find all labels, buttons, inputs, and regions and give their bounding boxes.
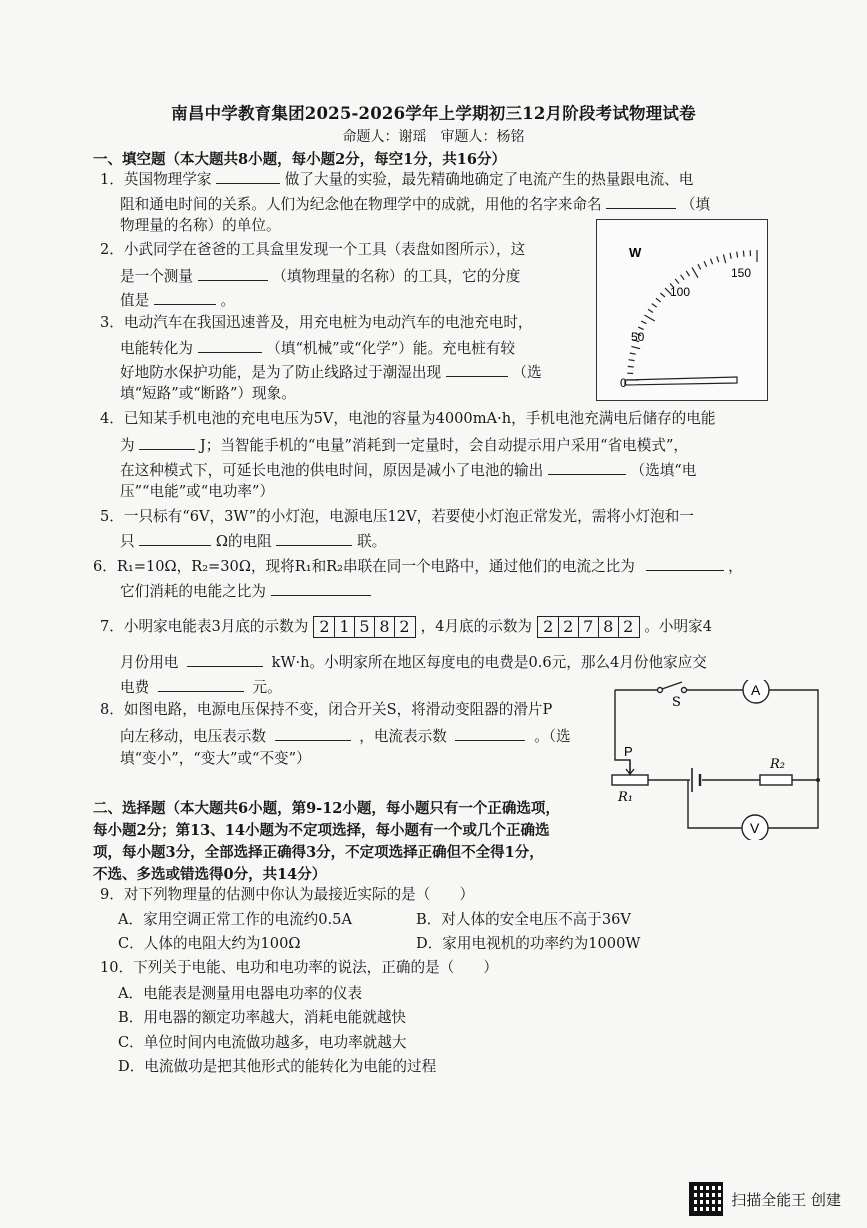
q3-text: 电能转化为 [120, 340, 193, 357]
q7-text: 月份用电 [120, 654, 179, 671]
q5-text: 联。 [357, 533, 387, 550]
dial-tick [648, 309, 653, 312]
q6-blank-1[interactable] [646, 555, 724, 571]
q7-text: kW·h。小明家所在地区每度电的电费是0.6元，那么4月份他家应交 [271, 654, 707, 671]
q7-text: 。小明家4 [644, 618, 712, 635]
q4-blank-1[interactable] [139, 434, 195, 450]
rheostat-r1 [612, 760, 648, 785]
q4-line2 [120, 434, 688, 456]
q2-line3 [120, 289, 235, 311]
ammeter [743, 680, 769, 703]
q8-line2 [120, 725, 571, 747]
q7-text: ，4月底的示数为 [420, 618, 533, 635]
dial-tick [631, 346, 640, 348]
resistor-r2 [760, 775, 792, 785]
dial-tick [730, 253, 731, 259]
meter-digit: 2 [539, 617, 559, 637]
dial-tick [641, 321, 646, 324]
q3-blank-1[interactable] [198, 337, 262, 353]
section-2-heading-line3: 项，每小题3分，全部选择正确得3分，不定项选择正确但不全得1分， [93, 844, 544, 861]
meter-digit: 1 [335, 617, 355, 637]
q3-line3 [120, 361, 542, 383]
q4-line4: 压”“电能”或“电功率”） [120, 483, 275, 500]
dial-tick [675, 279, 679, 284]
dial-tick [681, 275, 685, 280]
q7-text: 元。 [252, 679, 282, 696]
q8-text: ，电流表示数 [359, 728, 447, 745]
circuit-wires [613, 690, 818, 828]
q6-text: 6．R₁=10Ω，R₂=30Ω，现将R₁和R₂串联在同一个电路中，通过他们的电流之比为 [93, 558, 635, 575]
q4-line1: 4．已知某手机电池的充电电压为5V，电池的容量为4000mA·h，手机电池充满电后储存的电能 [100, 410, 716, 427]
dial-tick [656, 298, 661, 302]
ammeter-label: A [751, 682, 761, 698]
q9-option-a[interactable]: A．家用空调正常工作的电流约0.5A [118, 911, 353, 928]
meter-digit: 2 [623, 617, 634, 636]
q2-blank-2[interactable] [154, 289, 216, 305]
dial-tick [686, 271, 689, 276]
q2-blank-1[interactable] [198, 265, 268, 281]
dial-tick [652, 304, 657, 308]
meter-digit: 2 [559, 617, 579, 637]
q3-text: 好地防水保护功能，是为了防止线路过于潮湿出现 [120, 364, 442, 381]
dial-tick [723, 254, 725, 263]
q7-line2 [120, 651, 707, 673]
q3-line1: 3．电动汽车在我国迅速普及，用充电桩为电动汽车的电池充电时， [100, 314, 533, 331]
wattmeter-dial-graphic [597, 220, 767, 400]
meter-tick-label: 100 [670, 285, 691, 299]
meter-digit: 5 [355, 617, 375, 637]
q3-line4: 填“短路”或“断路”）现象。 [120, 385, 296, 402]
q1-text: （填 [680, 196, 711, 213]
dial-tick [710, 259, 712, 265]
battery [692, 768, 700, 792]
dial-tick [628, 366, 634, 367]
q1-line2 [120, 193, 710, 215]
q5-text: 只 [120, 533, 135, 550]
q2-text: 是一个测量 [120, 268, 193, 285]
q8-line1: 8．如图电路，电源电压保持不变，闭合开关S，将滑动变阻器的滑片P [100, 701, 553, 718]
q7-blank-1[interactable] [187, 651, 263, 667]
dial-tick [704, 261, 707, 267]
q2-text: 值是 [120, 292, 150, 309]
dial-tick [629, 360, 635, 361]
meter-needle [625, 377, 737, 385]
meter-reading-march [313, 616, 416, 638]
dial-tick [692, 267, 698, 277]
q10-stem: 10．下列关于电能、电功和电功率的说法，正确的是（ ） [100, 959, 499, 976]
q7-blank-2[interactable] [158, 676, 244, 692]
meter-digit: 8 [375, 617, 395, 637]
section-1-heading: 一、填空题（本大题共8小题，每小题2分，每空1分，共16分） [93, 151, 506, 168]
exam-title: 南昌中学教育集团2025-2026学年上学期初三12月阶段考试物理试卷 [171, 104, 696, 123]
section-2-heading-line1: 二、选择题（本大题共6小题，第9-12小题，每小题只有一个正确选项， [93, 800, 560, 817]
q8-text: 。（选 [534, 728, 571, 745]
q10-option-c[interactable]: C．单位时间内电流做功越多，电功率就越大 [118, 1034, 407, 1051]
junction-dot [816, 778, 820, 782]
exam-authors: 命题人：谢瑶 审题人：杨铭 [342, 129, 525, 145]
q4-text: 在这种模式下，可延长电池的供电时间，原因是减小了电池的输出 [120, 462, 544, 479]
meter-digit: 2 [399, 617, 410, 636]
q9-option-b[interactable]: B．对人体的安全电压不高于36V [416, 911, 631, 928]
q9-option-c[interactable]: C．人体的电阻大约为100Ω [118, 935, 301, 952]
dial-tick [698, 264, 701, 269]
switch-label: S [672, 695, 681, 710]
q1-text: 做了大量的实验，最先精确地确定了电流产生的热量跟电流、电 [284, 171, 694, 188]
q8-blank-2[interactable] [455, 725, 525, 741]
meter-digit: 2 [315, 617, 335, 637]
meter-tick-label: 0 [620, 376, 627, 390]
meter-digit: 8 [599, 617, 619, 637]
q5-blank-1[interactable] [139, 530, 211, 546]
watermark-text: 扫描全能王 创建 [731, 1190, 841, 1209]
q2-text: 。 [220, 292, 236, 309]
qr-code-icon [689, 1182, 723, 1216]
q2-line2 [120, 265, 520, 287]
q1-line3: 物理量的名称）的单位。 [120, 217, 281, 234]
meter-digit: 7 [579, 617, 599, 637]
q1-text: 阻和通电时间的关系。人们为纪念他在物理学中的成就，用他的名字来命名 [120, 196, 602, 213]
q1-text: 1．英国物理学家 [100, 171, 212, 188]
q5-text: Ω的电阻 [215, 533, 272, 550]
dial-tick [737, 252, 738, 258]
q6-text: ， [728, 558, 743, 575]
q3-blank-2[interactable] [446, 361, 508, 377]
meter-tick-label: 50 [631, 330, 645, 344]
dial-tick [717, 256, 719, 262]
q5-blank-2[interactable] [276, 530, 352, 546]
r2-label: R₂ [770, 757, 785, 772]
q3-text: （选 [512, 364, 542, 381]
q7-text: 电费 [120, 679, 150, 696]
scanner-watermark [689, 1182, 841, 1216]
q9-stem: 9．对下列物理量的估测中你认为最接近实际的是（ ） [100, 886, 475, 903]
q1-blank-1[interactable] [216, 168, 280, 184]
q7-line3 [120, 676, 282, 698]
q1-blank-2[interactable] [606, 193, 676, 209]
q3-line2 [120, 337, 515, 359]
q4-text: J；当智能手机的“电量”消耗到一定量时，会自动提示用户采用“省电模式”， [199, 437, 688, 454]
dial-tick [660, 293, 665, 297]
circuit-graphic [610, 680, 830, 840]
q5-line1: 5．一只标有“6V，3W”的小灯泡，电源电压12V，若要使小灯泡正常发光，需将小灯泡和一 [100, 508, 694, 525]
q7-text: 7．小明家电能表3月底的示数为 [100, 618, 309, 635]
q10-option-a[interactable]: A．电能表是测量用电器电功率的仪表 [118, 985, 363, 1002]
circuit-diagram [610, 680, 830, 840]
q4-text: 为 [120, 437, 135, 454]
q9-option-d[interactable]: D．家用电视机的功率约为1000W [416, 935, 641, 952]
dial-tick [630, 353, 636, 354]
q6-line1 [93, 555, 743, 577]
q7-line1 [100, 616, 712, 638]
q6-line2 [120, 580, 371, 602]
q6-text: 它们消耗的电能之比为 [120, 583, 266, 600]
q4-text: （选填“电 [630, 462, 697, 479]
meter-tick-label: 150 [731, 266, 752, 280]
switch-s [658, 682, 687, 693]
r1-label: R₁ [618, 790, 633, 805]
wattmeter-dial [596, 219, 768, 401]
q8-blank-1[interactable] [275, 725, 351, 741]
section-2-heading-line4: 不选、多选或错选得0分，共14分） [93, 866, 327, 883]
dial-tick [644, 315, 654, 321]
q2-line1: 2．小武同学在爸爸的工具盒里发现一个工具（表盘如图所示），这 [100, 241, 526, 258]
q2-text: （填物理量的名称）的工具，它的分度 [272, 268, 521, 285]
voltmeter-label: V [750, 820, 760, 836]
q5-line2 [120, 530, 386, 552]
q8-line3: 填“变小”，“变大”或“不变”） [120, 750, 311, 767]
dial-tick [743, 251, 744, 257]
q1-line1 [100, 168, 693, 190]
meter-unit: W [629, 245, 642, 260]
voltmeter [742, 815, 768, 840]
q10-option-d[interactable]: D．电流做功是把其他形式的能转化为电能的过程 [118, 1058, 437, 1075]
meter-reading-april [537, 616, 640, 638]
q10-option-b[interactable]: B．用电器的额定功率越大，消耗电能就越快 [118, 1009, 407, 1026]
slider-label: P [624, 744, 633, 759]
section-2-heading-line2: 每小题2分；第13、14小题为不定项选择，每小题有一个或几个正确选 [93, 822, 550, 839]
q8-text: 向左移动，电压表示数 [120, 728, 266, 745]
q4-line3 [120, 459, 696, 481]
q3-text: （填“机械”或“化学”）能。充电桩有较 [266, 340, 516, 357]
q6-blank-2[interactable] [271, 580, 371, 596]
q4-blank-2[interactable] [548, 459, 626, 475]
